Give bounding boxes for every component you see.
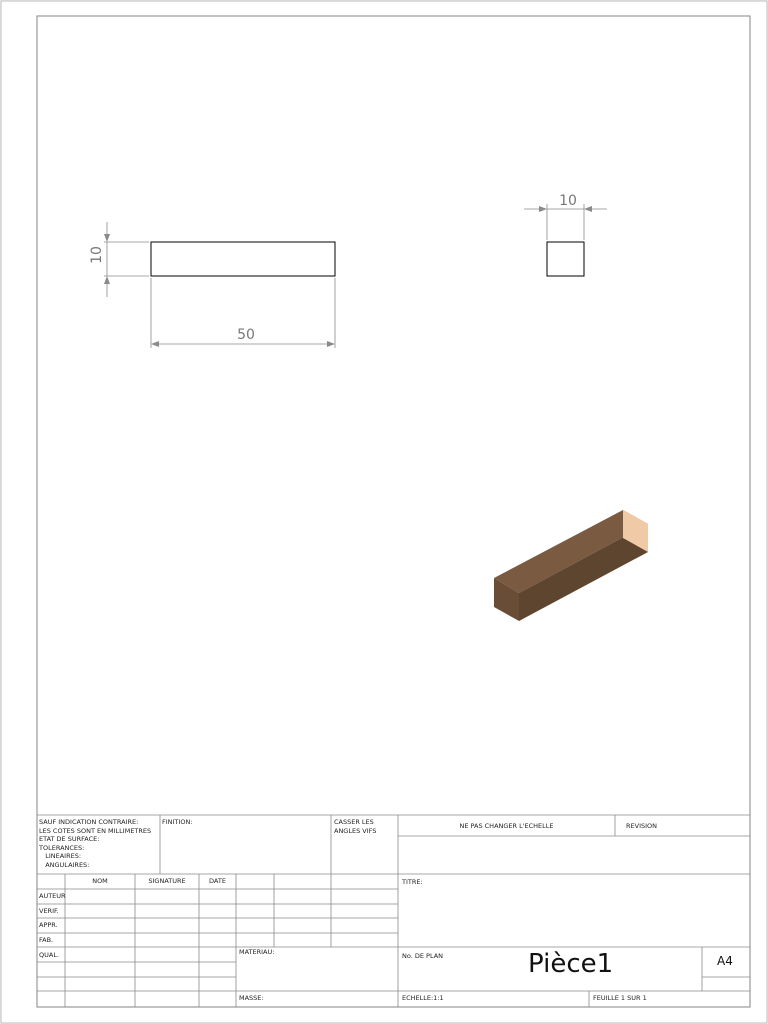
side-view-outline xyxy=(547,242,584,276)
break-edges-line: CASSER LES xyxy=(334,818,374,826)
general-tolerance-notes xyxy=(39,818,151,870)
revision-label: REVISION xyxy=(626,822,658,830)
no-scale-note: NE PAS CHANGER L'ECHELLE xyxy=(459,822,554,830)
role-checked-label: VERIF. xyxy=(39,907,59,915)
title-label: TITRE: xyxy=(402,878,423,886)
material-label: MATERIAU: xyxy=(239,948,275,956)
drawing-number-label: No. DE PLAN xyxy=(402,952,444,960)
length-dimension-label: 50 xyxy=(237,327,255,343)
role-manufacturing-label: FAB. xyxy=(39,936,54,944)
role-quality-label: QUAL. xyxy=(39,951,60,959)
role-author-label: AUTEUR xyxy=(39,892,66,900)
role-approved-label: APPR. xyxy=(39,921,58,929)
part-name: Pièce1 xyxy=(528,949,614,979)
signature-column-header: SIGNATURE xyxy=(148,877,186,885)
name-column-header: NOM xyxy=(92,877,108,885)
height-dimension-label: 10 xyxy=(89,246,105,264)
sheet-number-label: FEUILLE 1 SUR 1 xyxy=(593,994,647,1002)
mass-label: MASSE: xyxy=(239,994,264,1002)
note-line: LES COTES SONT EN MILLIMETRES xyxy=(39,826,152,835)
note-line: ETAT DE SURFACE: xyxy=(39,835,100,844)
note-line: ANGULAIRES: xyxy=(39,860,90,869)
scale-label: ECHELLE:1:1 xyxy=(402,994,444,1002)
break-edges-note xyxy=(334,818,376,835)
date-column-header: DATE xyxy=(209,877,226,885)
sheet-size: A4 xyxy=(717,954,733,968)
note-line: TOLERANCES: xyxy=(39,843,85,852)
width-dimension-label: 10 xyxy=(559,193,577,209)
finish-label: FINITION: xyxy=(162,818,193,826)
note-line: LINEAIRES: xyxy=(39,852,82,861)
front-view-outline xyxy=(151,242,335,276)
note-line: SAUF INDICATION CONTRAIRE: xyxy=(39,818,139,826)
break-edges-line: ANGLES VIFS xyxy=(334,826,377,835)
